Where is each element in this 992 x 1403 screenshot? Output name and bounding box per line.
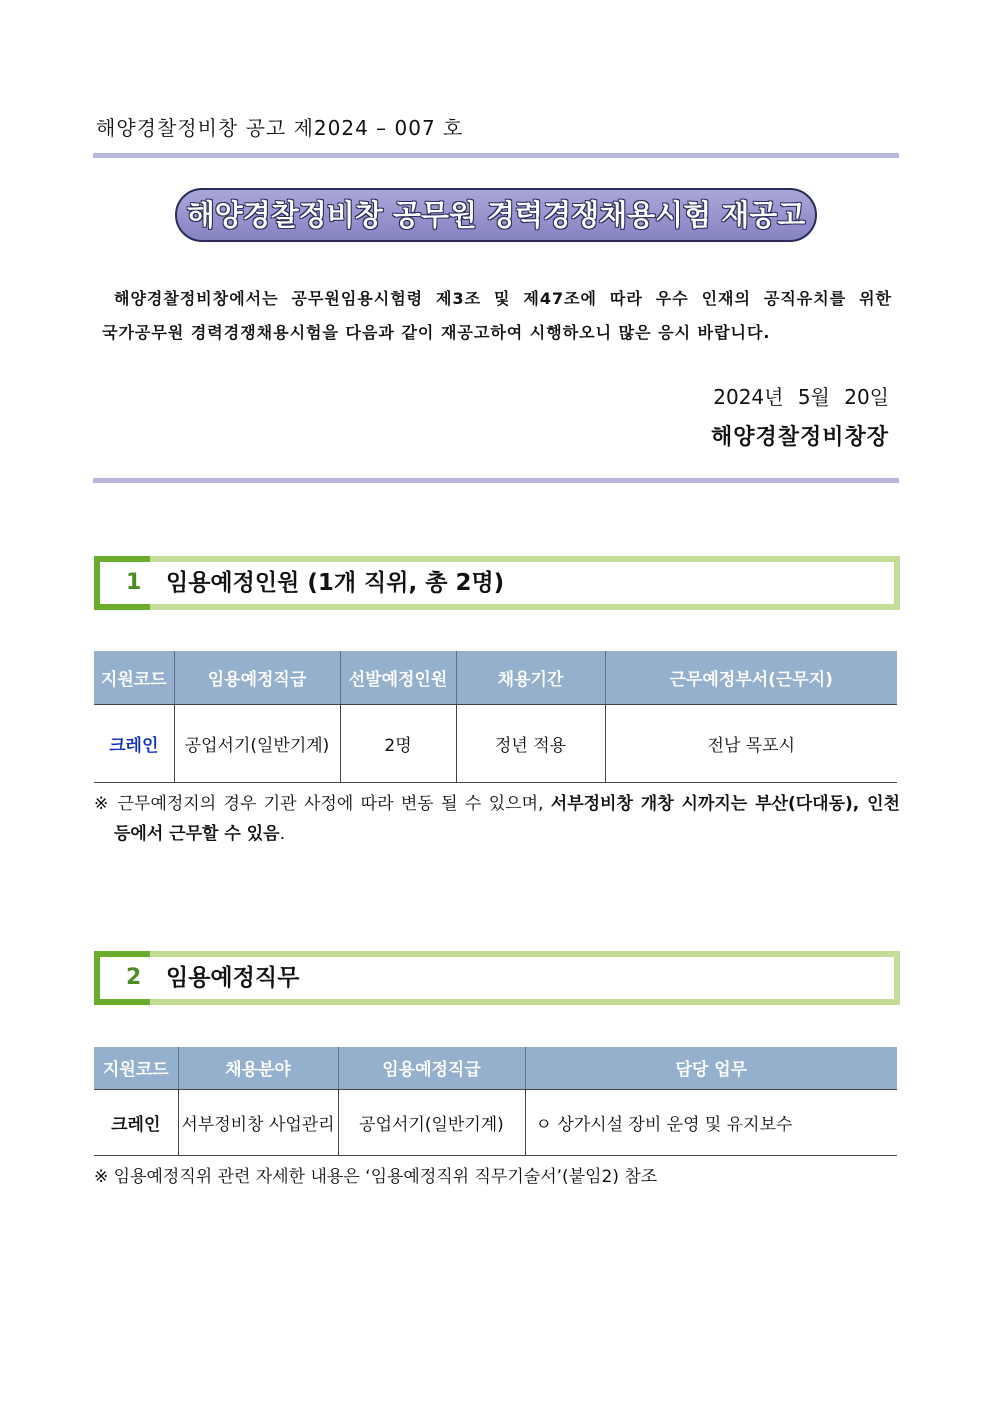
section-1-table (94, 651, 897, 783)
column-header: 채용기간 (456, 651, 605, 704)
page-title: 해양경찰정비창 공무원 경력경쟁채용시험 재공고 (175, 188, 817, 242)
top-divider (93, 153, 899, 158)
intro-paragraph (96, 282, 892, 350)
note-bold-text: 서부정비창 개창 시까지는 부산(다대동), 인천 (550, 794, 900, 814)
intro-line-2: 국가공무원 경력경쟁채용시험을 다음과 같이 재공고하여 시행하오니 많은 응시 바랍니다. (102, 323, 771, 342)
section-1-note (94, 789, 900, 849)
column-header: 임용예정직급 (338, 1047, 525, 1089)
note-bold-text: 등에서 근무할 수 있음 (114, 824, 280, 844)
table-header-row (94, 651, 897, 704)
intro-line-1: 해양경찰정비창에서는 공무원임용시험령 제3조 및 제47조에 따라 우수 인재의 공직유치를 위한 (114, 289, 892, 308)
section-1-title: 임용예정인원 (1개 직위, 총 2명) (166, 570, 505, 596)
bottom-divider (93, 478, 899, 483)
column-header: 채용분야 (178, 1047, 338, 1089)
note-text: . (279, 824, 285, 844)
duty-cell: ㅇ 상가시설 장비 운영 및 유지보수 (525, 1089, 897, 1155)
applicant-code: 크레인 (94, 704, 174, 782)
column-header: 선발예정인원 (340, 651, 456, 704)
section-2-note: ※ 임용예정직위 관련 자세한 내용은 ‘임용예정직위 직무기술서’(붙임2) 참조 (94, 1167, 658, 1187)
table-header-row (94, 1047, 897, 1089)
section-2-header (94, 951, 900, 1005)
notice-date: 2024년 5월 20일 (713, 385, 889, 409)
section-2-table (94, 1047, 897, 1156)
note-text: ※ 근무예정지의 경우 기관 사정에 따라 변동 될 수 있으며, (94, 794, 551, 814)
issuer-name: 해양경찰정비창장 (710, 424, 889, 450)
employment-period-cell: 정년 적용 (456, 704, 605, 782)
column-header: 지원코드 (94, 1047, 178, 1089)
notice-number: 해양경찰정비창 공고 제2024 – 007 호 (96, 116, 464, 140)
grade-cell: 공업서기(일반기계) (338, 1089, 525, 1155)
field-cell: 서부정비창 사업관리 (178, 1089, 338, 1155)
workplace-cell: 전남 목포시 (605, 704, 897, 782)
column-header: 지원코드 (94, 651, 174, 704)
table-row (94, 704, 897, 782)
column-header: 담당 업무 (525, 1047, 897, 1089)
headcount-cell: 2명 (340, 704, 456, 782)
table-row (94, 1089, 897, 1155)
grade-cell: 공업서기(일반기계) (174, 704, 340, 782)
section-2-number: 2 (126, 965, 142, 990)
section-1-header (94, 556, 900, 610)
applicant-code: 크레인 (94, 1089, 178, 1155)
column-header: 근무예정부서(근무지) (605, 651, 897, 704)
section-2-title: 임용예정직무 (166, 965, 300, 991)
column-header: 임용예정직급 (174, 651, 340, 704)
section-1-number: 1 (126, 570, 142, 595)
